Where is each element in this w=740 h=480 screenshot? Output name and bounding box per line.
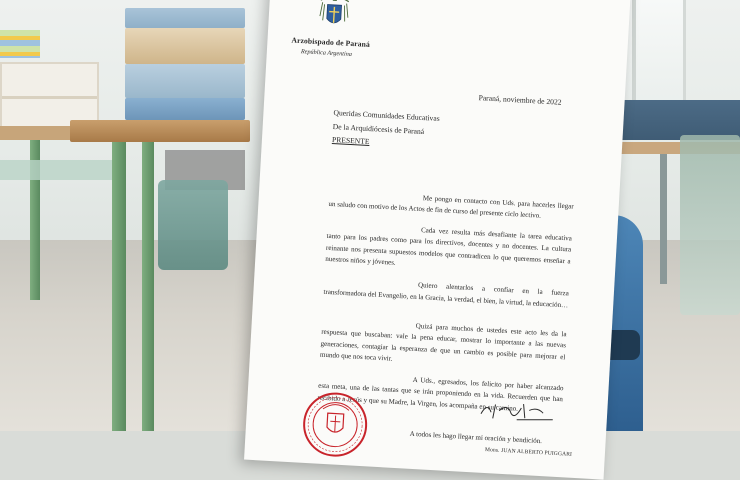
letter-paragraph: Quizá para muchos de ustedes este acto les da la respuesta que buscaban: vale la pena educar, mostrar lo importante a las nuevas generaciones, contagiar la esperanza de que un cambio es posible para mejorar el mundo que nos toca vivir. bbox=[319, 321, 567, 363]
archbishop-crest-icon bbox=[315, 0, 353, 34]
recipient-line: Queridas Comunidades Educativas bbox=[333, 108, 440, 123]
signer-name: Mons. JUAN ALBERTO PUIGGARI bbox=[484, 446, 573, 458]
desk-leg bbox=[112, 142, 126, 431]
recipient-line: De la Arquidiócesis de Paraná bbox=[332, 121, 425, 137]
letter-date: Paraná, noviembre de 2022 bbox=[478, 93, 562, 107]
back-desk bbox=[0, 126, 80, 140]
book-stack-item bbox=[125, 28, 245, 64]
letter-paragraph: A Uds., egresados, los felicito por haber alcanzado esta meta, una de las tantas que se irán proponiendo en la vida. Recuerden que han recibido a Jesús y que su Madre, la Virgen, los acompaña en su camino. bbox=[317, 375, 564, 413]
letter-paragraph: Me pongo en contacto con Uds. para hacerles llegar un saludo con motivo de los Actos de fin de curso del presente ciclo lectivo. bbox=[328, 194, 574, 221]
desk-leg bbox=[142, 142, 154, 431]
books-left bbox=[0, 30, 40, 58]
letter-paragraph: Cada vez resulta más desafiante la tarea educativa tanto para los padres como para los directivos, docentes y no docentes. La cultura reinante nos presenta supuestos modelos que contradicen lo que queremos enseñar a nuestros niños y jóvenes. bbox=[325, 226, 573, 267]
letter-paragraph: Quiero alentarlos a confiar en la fuerza transformadora del Evangelio, en la Gracia, la verdad, el bien, la virtud, la educación… bbox=[323, 281, 570, 310]
book-stack-item bbox=[125, 64, 245, 98]
letter-document bbox=[244, 0, 632, 480]
right-chair bbox=[680, 135, 740, 315]
book-stack-item bbox=[125, 98, 245, 120]
organization-name: Arzobispado de Paraná bbox=[291, 35, 371, 49]
recipient-line: PRESENTE bbox=[331, 134, 370, 147]
letter-paragraph: A todos les hago llegar mi oración y bendición. bbox=[409, 429, 543, 446]
front-desk-top bbox=[70, 120, 250, 142]
organization-country: República Argentina bbox=[300, 48, 353, 58]
handwritten-signature bbox=[477, 396, 558, 426]
book-stack-item bbox=[125, 8, 245, 28]
chair-back bbox=[158, 180, 228, 270]
right-desk-leg bbox=[660, 154, 667, 284]
chair-seat bbox=[0, 160, 120, 180]
official-seal-icon bbox=[300, 390, 370, 460]
